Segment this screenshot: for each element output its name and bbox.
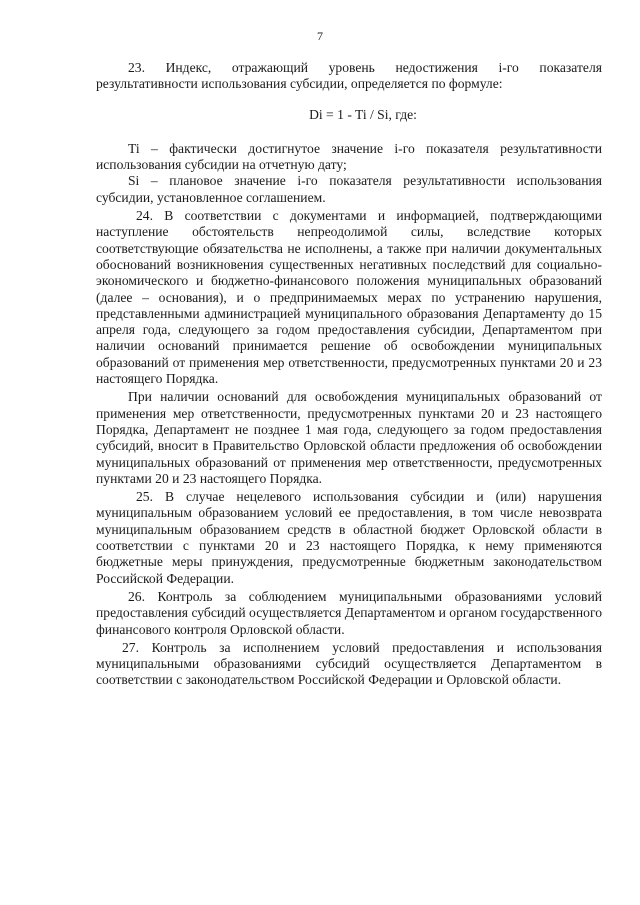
paragraph-23: 23. Индекс, отражающий уровень недостижения i-го показателя результативности использования субсидии, определяется по формуле: xyxy=(96,60,602,92)
paragraph-27: 27. Контроль за исполнением условий предоставления и использования муниципальными образованиями субсидий осуществляется Департаментом в соответствии с законодательством Российской Федерации и Орловской области. xyxy=(96,639,602,688)
paragraph-ti-definition: Ti – фактически достигнутое значение i-го показателя результативности использования субсидии на отчетную дату; xyxy=(96,140,602,173)
paragraph-25: 25. В случае нецелевого использования субсидии и (или) нарушения муниципальным образованием условий ее предоставления, в том числе невозврата муниципальным образованием средств в областной бюджет Орловской области в соответствии с пунктами 20 и 23 настоящего Порядка, к нему применяются бюджетные меры принуждения, предусмотренные бюджетным законодательством Российской Федерации. xyxy=(96,489,602,586)
page-number: 7 xyxy=(317,29,323,43)
document-body xyxy=(96,60,602,689)
paragraph-24: 24. В соответствии с документами и информацией, подтверждающими наступление обстоятельств непреодолимой силы, вследствие которых соответствующие обязательства не исполнены, а также при наличии документальных обоснований возникновения существенных негативных последствий для социально-экономического и бюджетно-финансового положения муниципальных образований (далее – основания), и о предпринимаемых мерах по устранению нарушения, представленными администрацией муниципального образования Департаменту до 15 апреля года, следующего за годом предоставления субсидии, Департаментом при наличии оснований принимается решение об освобождении муниципальных образований от применения мер ответственности, предусмотренных пунктами 20 и 23 настоящего Порядка. xyxy=(96,208,602,387)
paragraph-24-continuation: При наличии оснований для освобождения муниципальных образований от применения мер ответственности, предусмотренных пунктами 20 и 23 настоящего Порядка, Департамент не позднее 1 мая года, следующего за годом предоставления субсидий, вносит в Правительство Орловской области предложения об освобождении муниципальных образований от применения мер ответственности, предусмотренных пунктами 20 и 23 настоящего Порядка. xyxy=(96,389,602,486)
formula: Di = 1 - Ti / Si, где: xyxy=(309,106,417,122)
paragraph-26: 26. Контроль за соблюдением муниципальными образованиями условий предоставления субсидий осуществляется Департаментом и органом государственного финансового контроля Орловской области. xyxy=(96,588,602,637)
paragraph-si-definition: Si – плановое значение i-го показателя результативности использования субсидии, установленное соглашением. xyxy=(96,173,602,205)
